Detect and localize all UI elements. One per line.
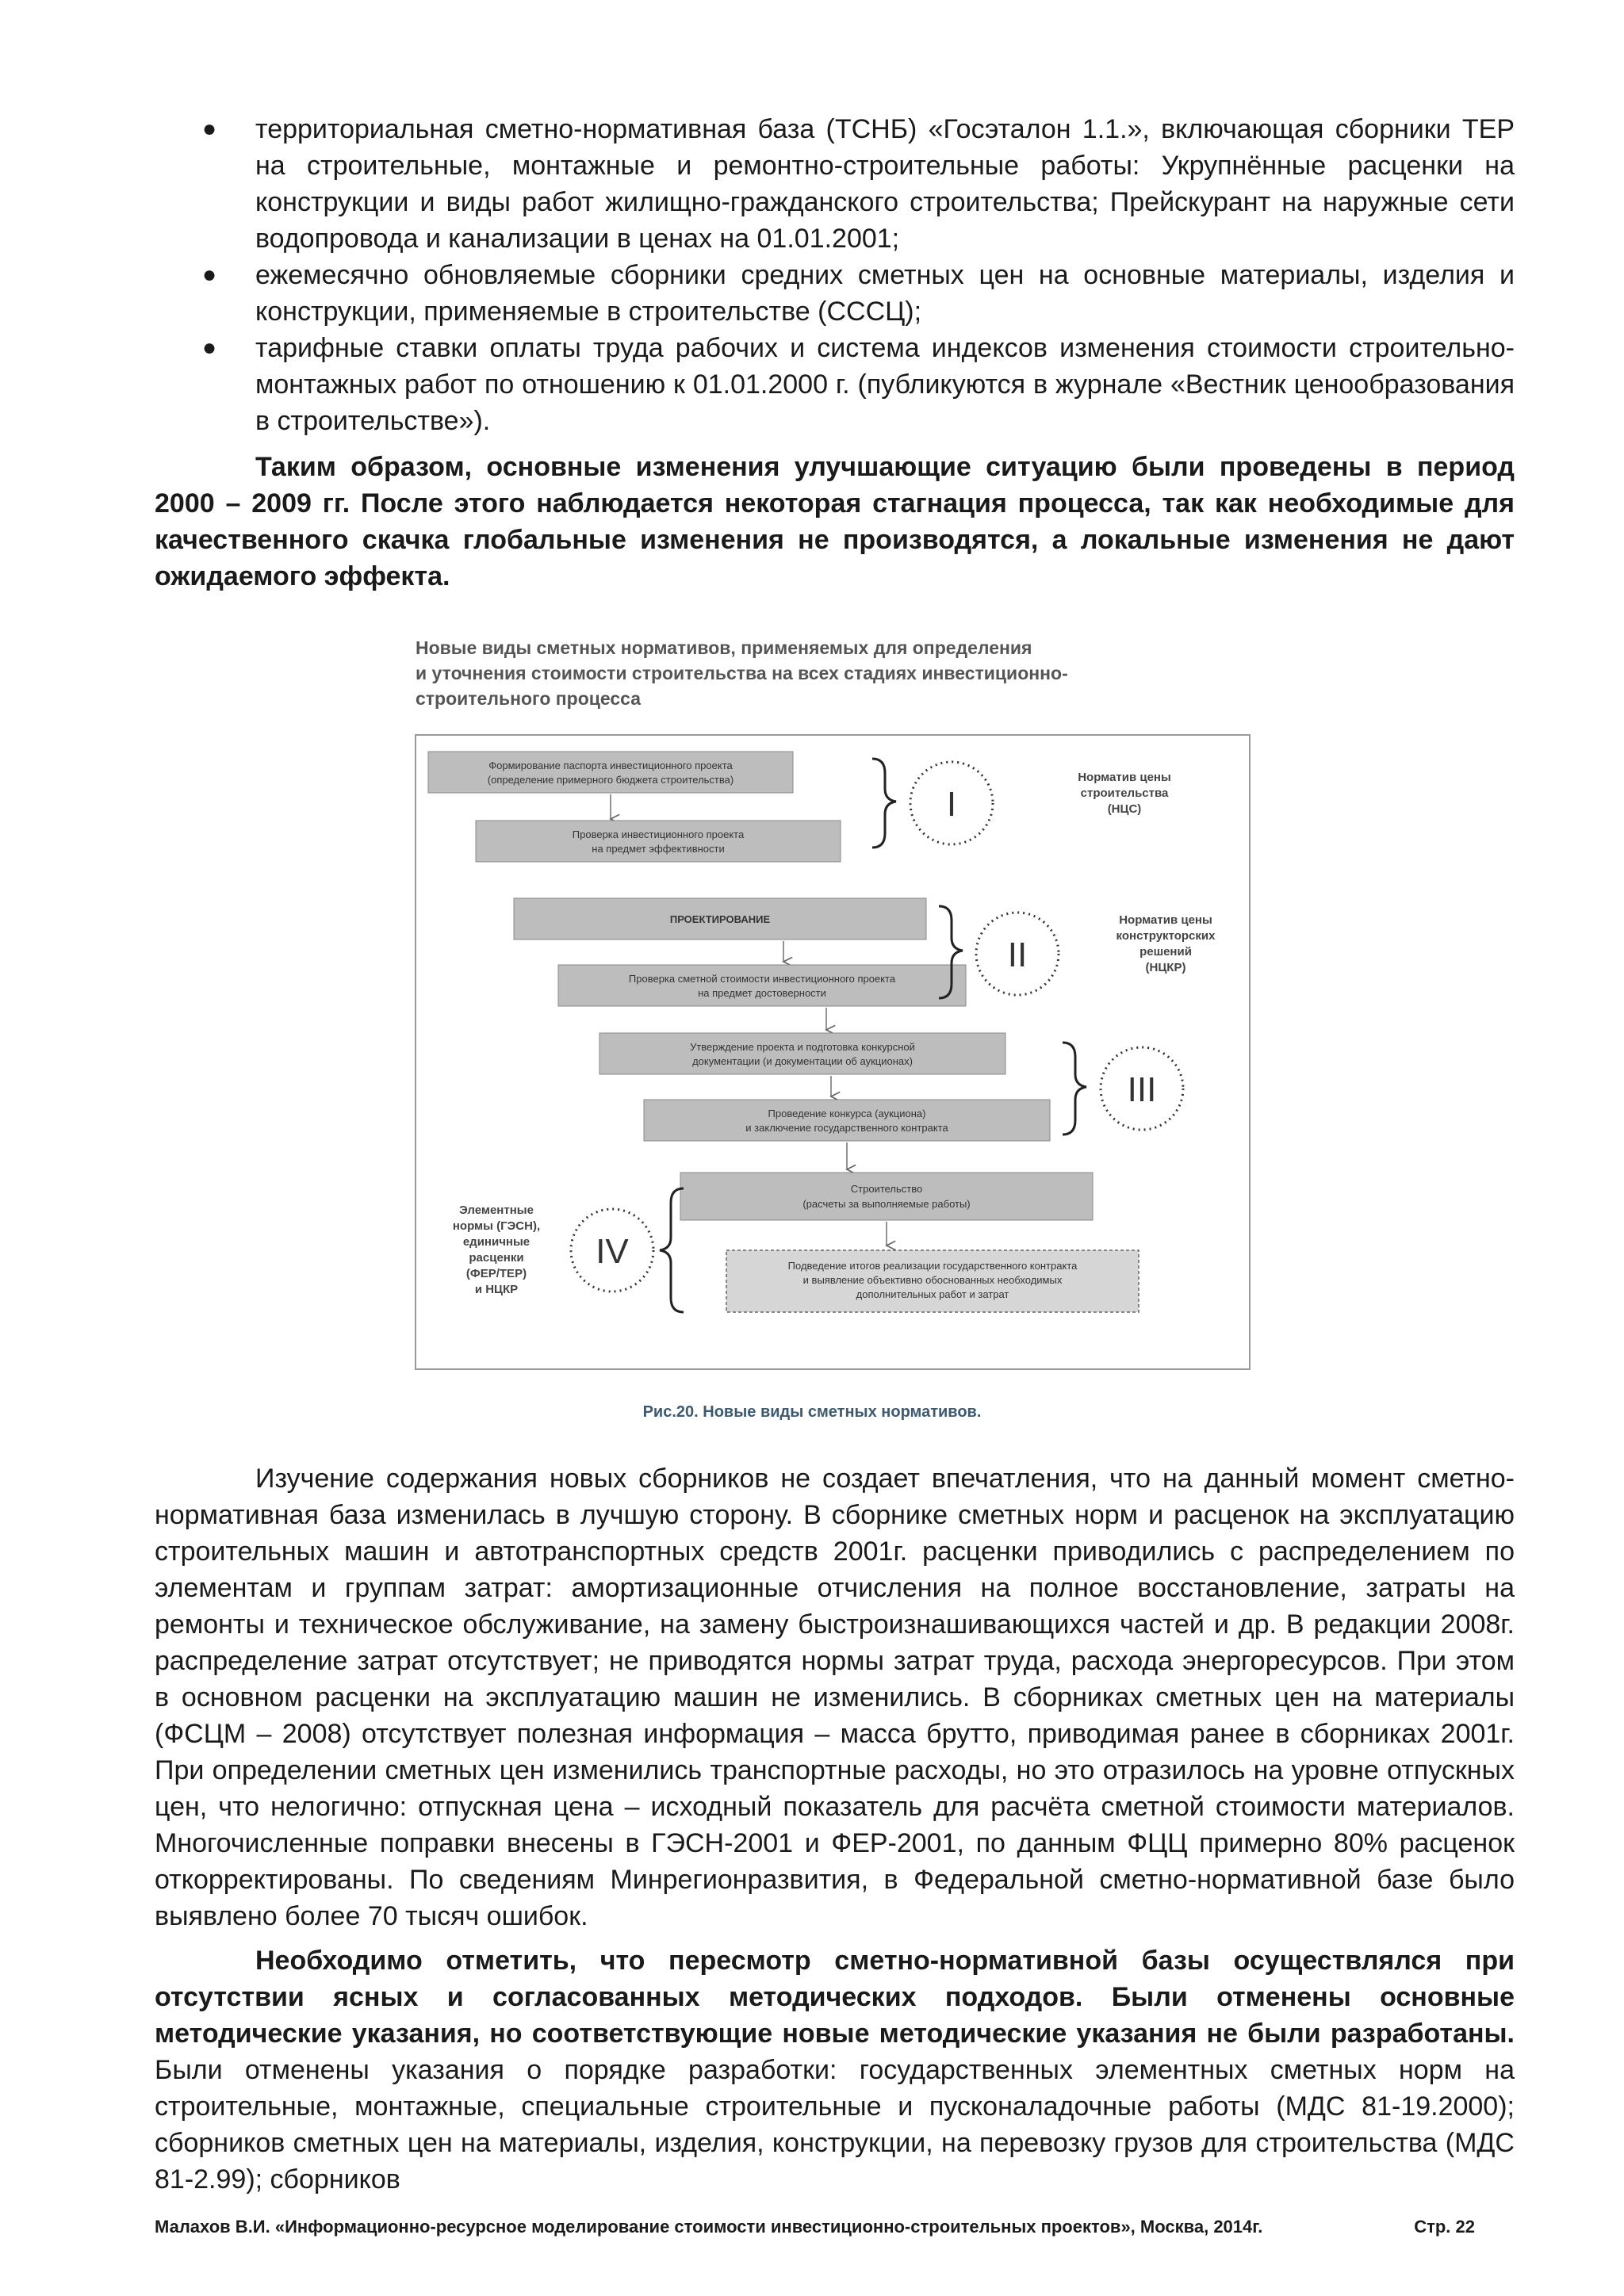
bullet-icon: ● [202,335,217,361]
list-item [155,257,1515,330]
step-box [558,965,966,1006]
step-box [680,1173,1093,1220]
bullet-text: тарифные ставки оплаты труда рабочих и система индексов изменения стоимости строительно-монтажных работ по отношению к 01.01.2000 г. (публикуются в журнале «Вестник ценообразования в строительстве»). [255,333,1515,436]
norm-label: Норматив цены [1078,771,1171,784]
norm-label: и НЦКР [474,1283,519,1296]
step-label: (определение примерного бюджета строительства) [487,774,734,786]
norm-label: нормы (ГЭСН), [452,1219,541,1233]
figure-title-line: строительного процесса [416,688,642,709]
step-label: (расчеты за выполняемые работы) [802,1198,971,1210]
bullet-text: ежемесячно обновляемые сборники средних сметных цен на основные материалы, изделия и конструкции, применяемые в строительстве (СССЦ); [255,260,1515,327]
footer-text: Малахов В.И. «Информационно-ресурсное моделирование стоимости инвестиционно-строительных проектов», Москва, 2014г. [155,2217,1263,2237]
norm-label: (НЦС) [1107,802,1142,816]
page-footer [155,2217,1515,2237]
bullet-list [155,111,1515,439]
step-label: на предмет эффективности [592,843,725,855]
body-text-bold: Необходимо отметить, что пересмотр сметно-нормативной базы осуществлялся при отсутствии ясных и согласованных методических подходов. Были отменены основные методические указания, но соответствующие новые методические указания не были разработаны. [155,1946,1515,2049]
step-label: и выявление объективно обоснованных необходимых [802,1274,1063,1286]
step-label: и заключение государственного контракта [745,1122,948,1134]
step-label: ПРОЕКТИРОВАНИЕ [669,913,771,925]
bullet-text: территориальная сметно-нормативная база (ТСНБ) «Госэталон 1.1.», включающая сборники ТЕР на строительные, монтажные и ремонтно-строительные работы: Укрупнённые расценки на конструкции и виды работ жилищно-гражданского строительства; Прейскурант на наружные сети водопровода и канализации в ценах на 01.01.2001; [255,114,1515,254]
norm-label: (ФЕР/ТЕР) [465,1267,527,1280]
conclusion-text: Таким образом, основные изменения улучшающие ситуацию были проведены в период 2000 – 2009 гг. После этого наблюдается некоторая стагнация процесса, так как необходимые для качественного скачка глобальные изменения не производятся, а локальные изменения не дают ожидаемого эффекта. [155,452,1515,591]
list-item [155,330,1515,439]
step-label: на предмет достоверности [698,987,826,999]
norm-label: Элементные [459,1203,534,1217]
figure-title-line: и уточнения стоимости строительства на всех стадиях инвестиционно- [416,663,1068,683]
norm-label: расценки [469,1251,524,1265]
norm-label: (НЦКР) [1145,961,1186,974]
step-label: Утверждение проекта и подготовка конкурсной [690,1041,915,1053]
step-label: дополнительных работ и затрат [856,1288,1009,1300]
norm-label: строительства [1080,786,1169,800]
stage-numeral: III [1127,1070,1157,1109]
norm-label: Норматив цены [1119,913,1212,927]
norm-label: решений [1139,945,1192,959]
norm-label: конструкторских [1116,929,1216,943]
body-paragraph [155,1460,1515,1934]
list-item [155,111,1515,257]
bullet-icon: ● [202,262,217,288]
step-label: Проведение конкурса (аукциона) [768,1108,926,1119]
norm-label: единичные [462,1235,530,1249]
page-number: Стр. 22 [1414,2217,1475,2237]
stage-numeral: II [1007,936,1028,974]
figure-title-line: Новые виды сметных нормативов, применяемых для определения [416,637,1032,658]
body-text: Изучение содержания новых сборников не создает впечатления, что на данный момент сметно-нормативная база изменилась в лучшую сторону. В сборнике сметных норм и расценок на эксплуатацию строительных машин и автотранспортных средств 2001г. расценки приводились с распределением по элементам и группам затрат: амортизационные отчисления на полное восстановление, затраты на ремонты и техническое обслуживание, на замену быстроизнашивающихся частей и др. В редакции 2008г. распределение затрат отсутствует; не приводятся нормы затрат труда, расхода энергоресурсов. При этом в основном расценки на эксплуатацию машин не изменились. В сборниках сметных цен на материалы (ФСЦМ – 2008) отсутствует полезная информация – масса брутто, приводимая ранее в сборниках 2001г. При определении сметных цен изменились транспортные расходы, но это отразилось на уровне отпускных цен, что нелогично: отпускная цена – исходный показатель для расчёта сметной стоимости материалов. Многочисленные поправки внесены в ГЭСН-2001 и ФЕР-2001, по данным ФЦЦ примерно 80% расценок откорректированы. По сведениям Минрегионразвития, в Федеральной сметно-нормативной базе было выявлено более 70 тысяч ошибок. [155,1464,1515,1931]
body-text: Были отменены указания о порядке разработки: государственных элементных сметных норм на строительные, монтажные, специальные строительные и пусконаладочные работы (МДС 81-19.2000); сборников сметных цен на материалы, изделия, конструкции, на перевозку грузов для строительства (МДС 81-2.99); сборников [155,2055,1515,2195]
step-box [428,752,793,793]
step-label: Строительство [850,1183,923,1195]
figure-caption: Рис.20. Новые виды сметных нормативов. [642,1403,982,1421]
step-box [599,1033,1005,1074]
bullet-icon: ● [202,116,217,142]
step-label: документации (и документации об аукционах) [692,1055,913,1067]
conclusion-paragraph [155,449,1515,595]
step-label: Подведение итогов реализации государственного контракта [787,1260,1078,1272]
step-box [644,1100,1050,1141]
step-box [476,821,841,862]
flowchart-figure [411,630,1254,1376]
step-label: Формирование паспорта инвестиционного проекта [488,760,733,771]
stage-numeral: IV [596,1232,629,1271]
body-paragraph [155,1942,1515,2198]
stage-numeral: I [946,785,957,824]
step-label: Проверка сметной стоимости инвестиционного проекта [628,973,896,985]
step-label: Проверка инвестиционного проекта [572,828,745,840]
